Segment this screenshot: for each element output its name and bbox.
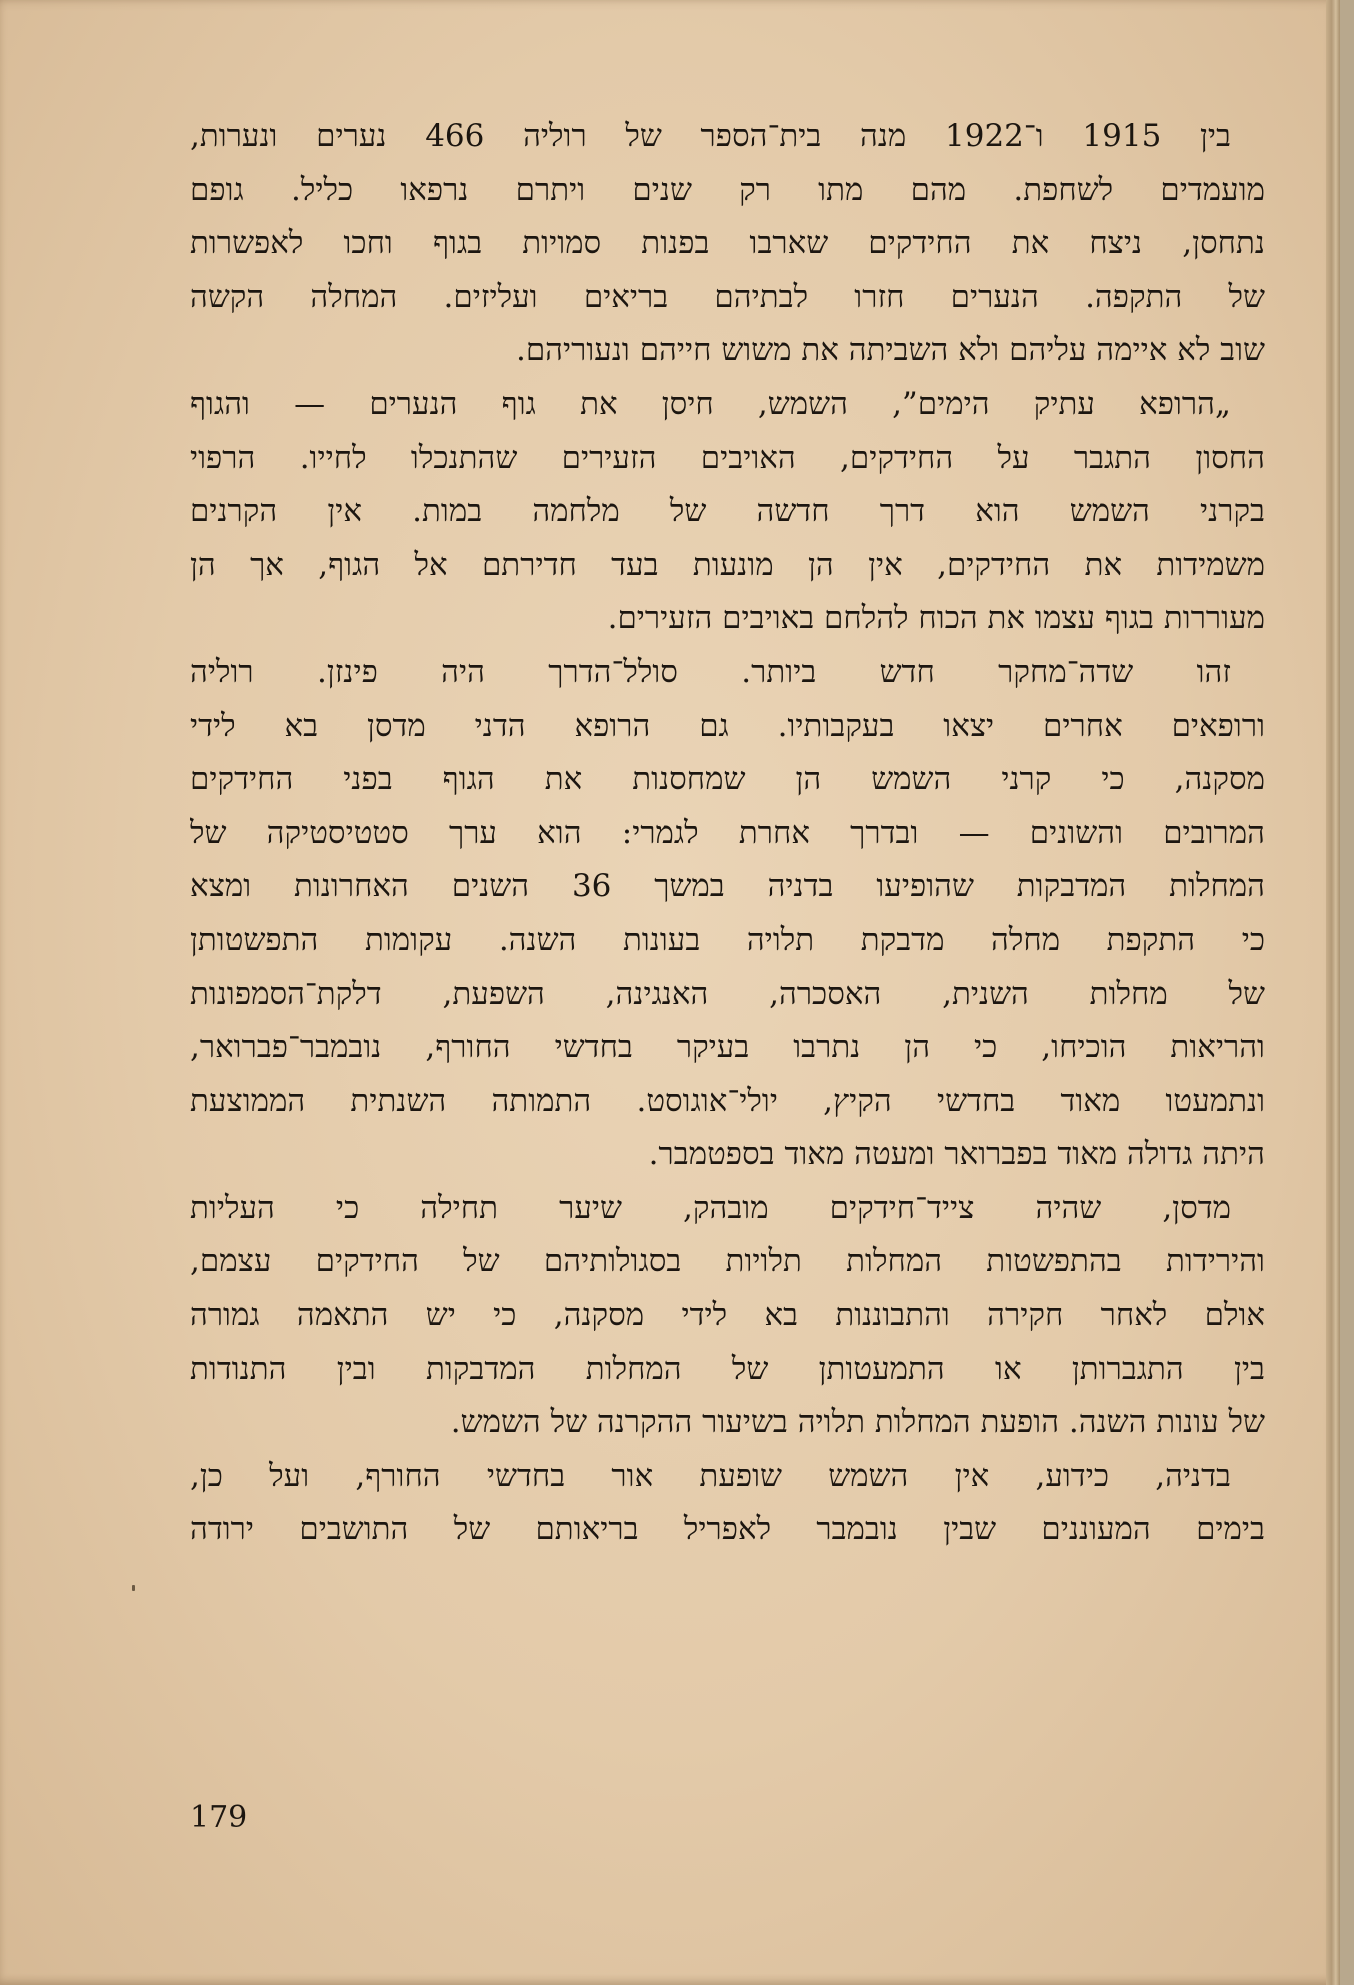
text-line: של מחלות השנית, האסכרה, האנגינה, השפעת, דלקת־הסמפונות <box>190 975 1265 1012</box>
text-line: בקרני השמש הוא דרך חדשה של מלחמה במות. אין הקרנים <box>190 493 1265 530</box>
text-line: בין התגברותן או התמעטותן של המחלות המדבקות ובין התנודות <box>190 1350 1265 1387</box>
text-line: ונתמעטו מאוד בחדשי הקיץ, יולי־אוגוסט. התמותה השנתית הממוצעת <box>190 1082 1265 1119</box>
body-text <box>190 110 1265 1557</box>
paper-speck <box>132 1585 135 1591</box>
text-line: „הרופא עתיק הימים”, השמש, חיסן את גוף הנערים — והגוף <box>190 385 1231 422</box>
text-line: אולם לאחר חקירה והתבוננות בא לידי מסקנה, כי יש התאמה גמורה <box>190 1297 1265 1334</box>
text-line: המרובים והשונים — ובדרך אחרת לגמרי: הוא ערך סטטיסטיקה של <box>190 814 1265 851</box>
text-line: של התקפה. הנערים חזרו לבתיהם בריאים ועליזים. המחלה הקשה <box>190 278 1265 315</box>
text-line: והירידות בהתפשטות המחלות תלויות בסגולותיהם של החידקים עצמם, <box>190 1243 1265 1280</box>
text-line: בין 1915 ו־1922 מנה בית־הספר של רוליה 466 נערים ונערות, <box>190 118 1231 154</box>
page-number: 179 <box>190 1800 248 1835</box>
text-line: כי התקפת מחלה מדבקת תלויה בעונות השנה. עקומות התפשטותן <box>190 921 1265 958</box>
text-line: בימים המעוננים שבין נובמבר לאפריל בריאותם של התושבים ירודה <box>190 1511 1265 1548</box>
text-line: של עונות השנה. הופעת המחלות תלויה בשיעור ההקרנה של השמש. <box>450 1404 1265 1441</box>
text-line: משמידות את החידקים, אין הן מונעות בעד חדירתם אל הגוף, אך הן <box>190 546 1265 583</box>
text-line: מסקנה, כי קרני השמש הן שמחסנות את הגוף בפני החידקים <box>190 761 1265 798</box>
text-line: נתחסן, ניצח את החידקים שארבו בפנות סמויות בגוף וחכו לאפשרות <box>190 225 1265 262</box>
text-line: ורופאים אחרים יצאו בעקבותיו. גם הרופא הדני מדסן בא לידי <box>190 707 1265 744</box>
text-line: מדסן, שהיה צייד־חידקים מובהק, שיער תחילה כי העליות <box>190 1189 1231 1226</box>
text-line: היתה גדולה מאוד בפברואר ומעטה מאוד בספטמבר. <box>648 1136 1265 1173</box>
text-line: שוב לא איימה עליהם ולא השביתה את משוש חייהם ונעוריהם. <box>515 332 1265 369</box>
text-line: זהו שדה־מחקר חדש ביותר. סולל־הדרך היה פינזן. רוליה <box>190 653 1231 690</box>
page-edge <box>1326 0 1340 1985</box>
text-line: בדניה, כידוע, אין השמש שופעת אור בחדשי החורף, ועל כן, <box>190 1457 1231 1494</box>
text-line: והריאות הוכיחו, כי הן נתרבו בעיקר בחדשי החורף, נובמבר־פברואר, <box>190 1029 1265 1066</box>
text-line: מועמדים לשחפת. מהם מתו רק שנים ויתרם נרפאו כליל. גופם <box>190 171 1265 208</box>
text-line: מעוררות בגוף עצמו את הכוח להלחם באויבים הזעירים. <box>607 600 1265 637</box>
text-line: החסון התגבר על החידקים, האויבים הזעירים שהתנכלו לחייו. הרפוי <box>190 439 1265 476</box>
text-line: המחלות המדבקות שהופיעו בדניה במשך 36 השנים האחרונות ומצא <box>190 868 1265 905</box>
